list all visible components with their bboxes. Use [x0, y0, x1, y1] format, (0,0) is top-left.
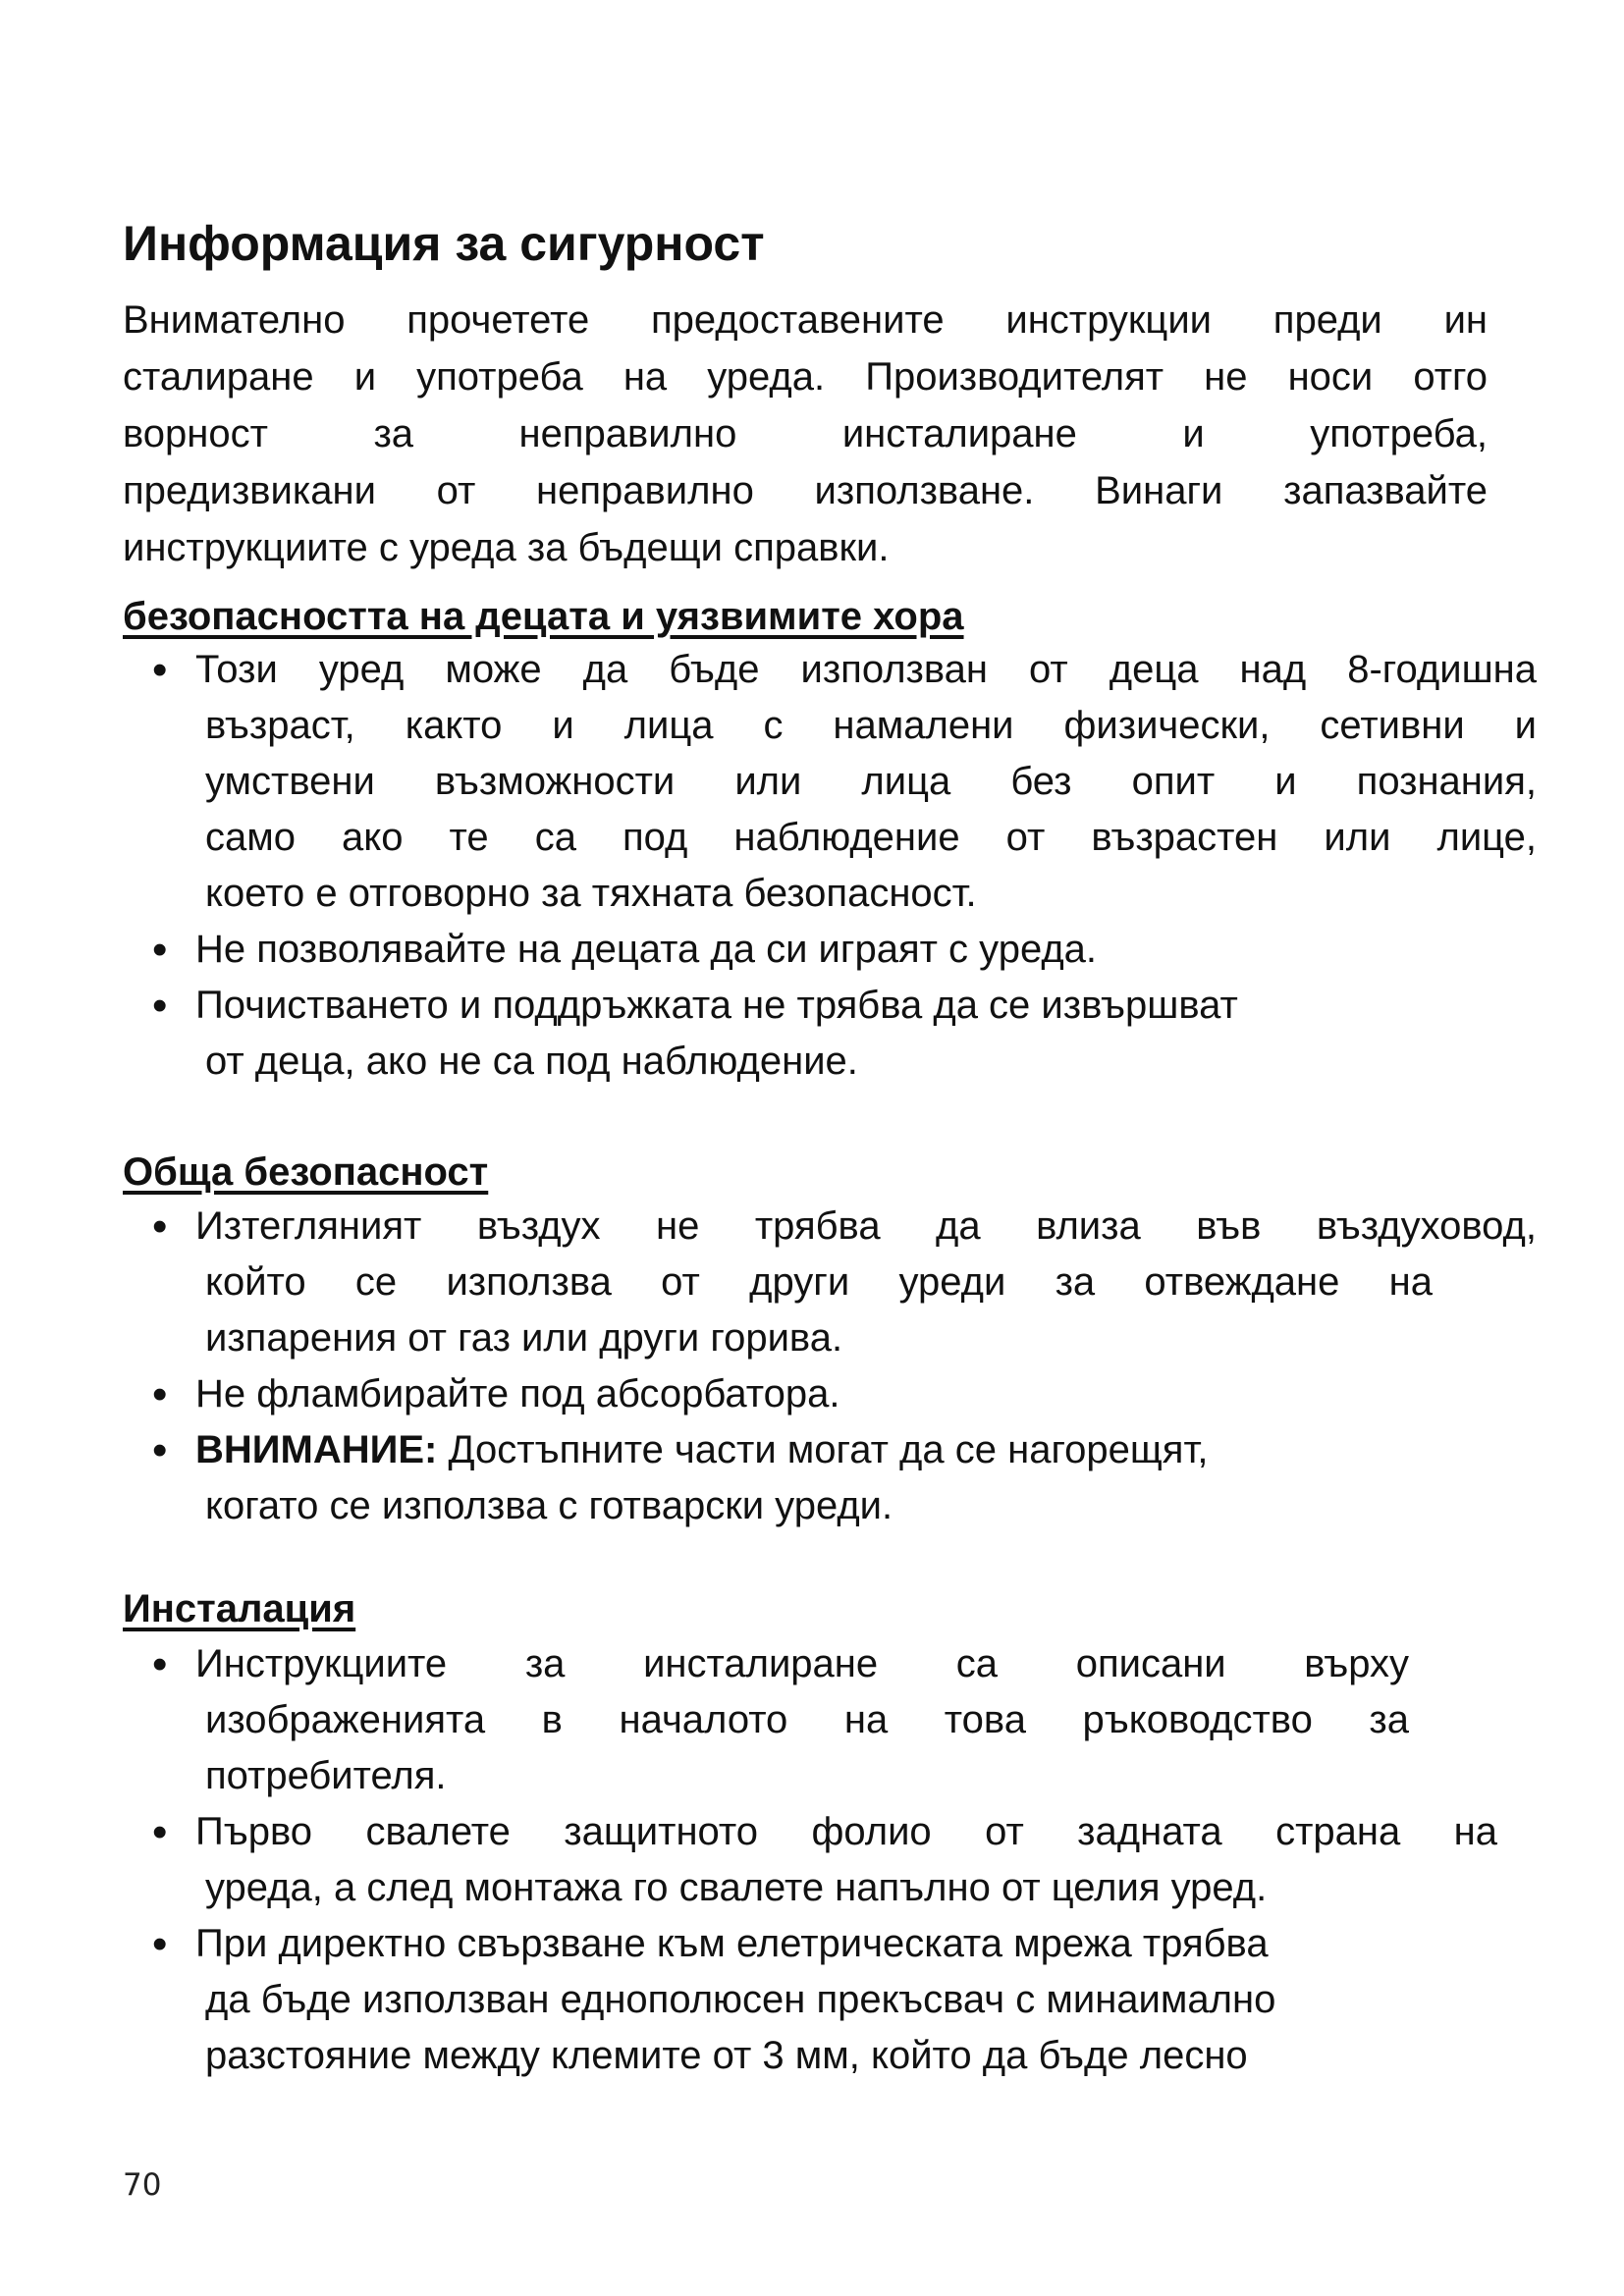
- list-item-line: който се използва от други уреди за отвеждане на: [205, 1260, 1433, 1304]
- list-item-line: което е отговорно за тяхната безопасност.: [205, 872, 977, 915]
- list-item-line: • Не фламбирайте под абсорбатора.: [195, 1372, 840, 1415]
- warning-text: Достъпните части могат да се нагорещят,: [448, 1428, 1209, 1471]
- warning-label: ВНИМАНИЕ:: [195, 1428, 438, 1471]
- list-item: [123, 978, 1537, 1090]
- list-item-line: когато се използва с готварски уреди.: [205, 1484, 893, 1527]
- heading-children-safety: безопасността на децата и уязвимите хора: [123, 595, 964, 638]
- list-item: [123, 1916, 1537, 2084]
- list-item: [123, 922, 1537, 978]
- list-item-warning: [123, 1422, 1537, 1534]
- intro-line: сталиране и употреба на уреда. Производителят не носи отго: [123, 355, 1488, 399]
- heading-general-safety: Обща безопасност: [123, 1150, 489, 1194]
- warning-line: [195, 1422, 1537, 1478]
- list-item-line: потребителя.: [205, 1754, 447, 1797]
- heading-installation: Инсталация: [123, 1587, 356, 1630]
- intro-line: предизвикани от неправилно използване. Винаги запазвайте: [123, 469, 1488, 512]
- list-item-line: • Този уред може да бъде използван от деца над 8-годишна: [195, 648, 1537, 691]
- list-item-line: само ако те са под наблюдение от възрастен или лице,: [205, 816, 1537, 859]
- list-item-line: от деца, ако не са под наблюдение.: [205, 1040, 858, 1083]
- list-item-line: да бъде използван еднополюсен прекъсвач с минаимално: [205, 1978, 1276, 2021]
- installation-list: [123, 1636, 1537, 2084]
- list-item: [123, 1199, 1537, 1366]
- list-item-line: • При директно свързване към елетрическата мрежа трябва: [195, 1922, 1269, 1965]
- children-safety-list: [123, 642, 1537, 1090]
- list-item: [123, 1366, 1537, 1422]
- list-item-line: • Не позволявайте на децата да си играят с уреда.: [195, 928, 1098, 971]
- list-item-line: умствени възможности или лица без опит и познания,: [205, 760, 1537, 803]
- intro-line: инструкциите с уреда за бъдещи справки.: [123, 526, 890, 569]
- page-title: Информация за сигурност: [123, 216, 765, 271]
- list-item-line: • Инструкциите за инсталиране са описани върху: [195, 1642, 1409, 1685]
- list-item-line: разстояние между клемите от 3 мм, който да бъде лесно: [205, 2034, 1248, 2077]
- intro-paragraph: [123, 292, 1488, 576]
- list-item-line: възраст, както и лица с намалени физически, сетивни и: [205, 704, 1537, 747]
- list-item-line: • Почистването и поддръжката не трябва да се извършват: [195, 984, 1238, 1027]
- list-item-line: • Първо свалете защитното фолио от задната страна на: [195, 1810, 1497, 1853]
- general-safety-list: [123, 1199, 1537, 1534]
- list-item-line: уреда, а след монтажа го свалете напълно от целия уред.: [205, 1866, 1268, 1909]
- list-item: [123, 1636, 1537, 1804]
- list-item: [123, 642, 1537, 922]
- list-item-line: изпарения от газ или други горива.: [205, 1316, 843, 1360]
- list-item: [123, 1804, 1537, 1916]
- page-number: 70: [123, 2167, 162, 2203]
- intro-line: ворност за неправилно инсталиране и употреба,: [123, 412, 1488, 455]
- list-item-line: изображенията в началото на това ръководство за: [205, 1698, 1409, 1741]
- intro-line: Внимателно прочетете предоставените инструкции преди ин: [123, 298, 1488, 342]
- list-item-line: • Изтегляният въздух не трябва да влиза във въздуховод,: [195, 1204, 1537, 1248]
